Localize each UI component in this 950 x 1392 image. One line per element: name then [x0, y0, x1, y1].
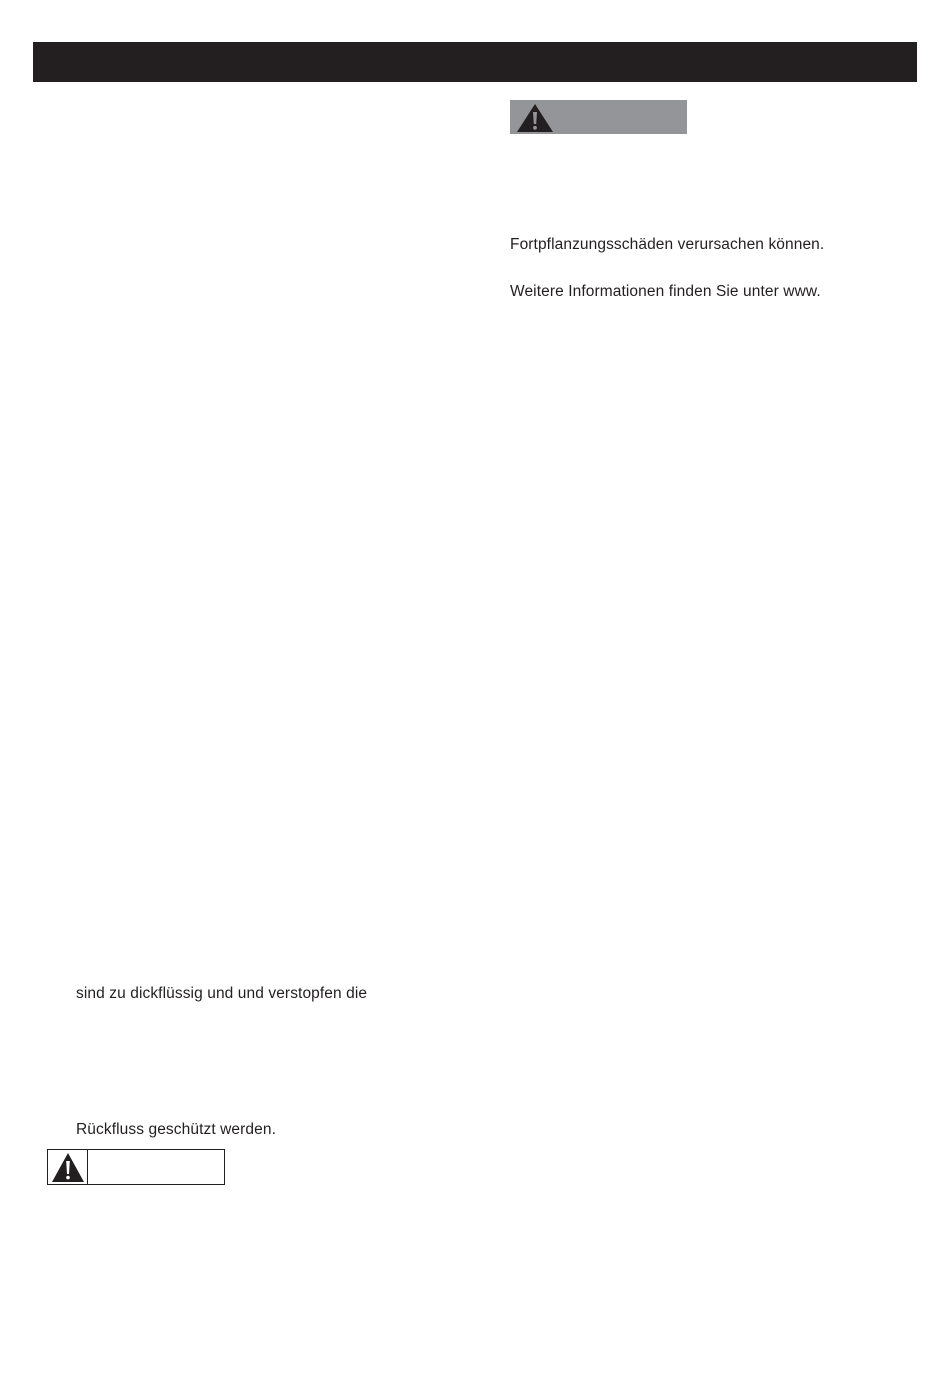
warning-triangle-icon — [51, 1151, 85, 1183]
section-header-bar — [33, 42, 917, 82]
warning-icon-cell — [48, 1150, 88, 1184]
body-text-line: Fortpflanzungsschäden verursachen können. — [510, 236, 825, 253]
body-text-line: Rückfluss geschützt werden. — [76, 1121, 276, 1138]
warning-label-grey — [510, 100, 687, 134]
body-text-line: Weitere Informationen finden Sie unter www. — [510, 283, 821, 300]
warning-label-outlined — [47, 1149, 225, 1185]
body-text-line: sind zu dickflüssig und und verstopfen die — [76, 985, 368, 1002]
warning-triangle-icon — [516, 103, 554, 133]
